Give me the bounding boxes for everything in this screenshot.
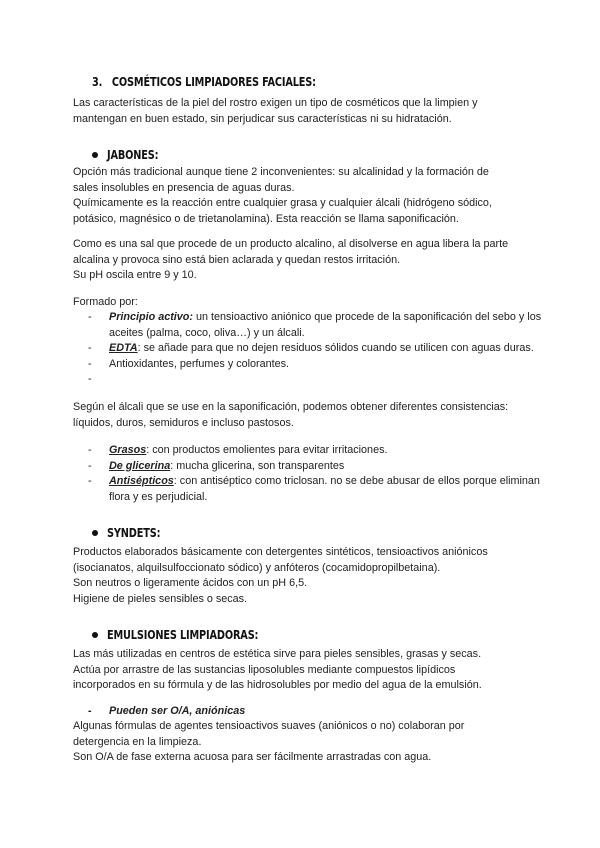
item-text: : se añade para que no dejen residuos sólidos cuando se utilicen con aguas duras. <box>137 342 534 354</box>
subheading-text: Pueden ser O/A, aniónicas <box>109 705 246 717</box>
dash-icon: - <box>88 357 92 370</box>
formado-label <box>73 295 543 311</box>
jabones-heading: JABONES: <box>107 147 159 162</box>
item-text: : con productos emolientes para evitar irritaciones. <box>146 444 388 456</box>
text-line: líquidos, duros, semiduros e incluso pastosos. <box>73 416 294 429</box>
text-line: mantengan en buen estado, sin perjudicar sus características ni su hidratación. <box>73 112 452 125</box>
syndets-paragraph <box>73 545 543 607</box>
item-text: : con antiséptico como triclosan. no se debe abusar de ellos porque eliminan flora y es perjudicial. <box>109 475 540 503</box>
text-line: incorporados en su fórmula y de las hidrosolubles por medio del agua de la emulsión. <box>73 679 482 691</box>
text-line: Opción más tradicional aunque tiene 2 inconvenientes: su alcalinidad y la formación de <box>73 166 489 178</box>
text-line: Algunas fórmulas de agentes tensioactivos suaves (aniónicos o no) colaboran por <box>73 720 465 732</box>
bullet-icon <box>92 152 98 158</box>
term: Antisépticos <box>109 475 174 487</box>
text-line: detergencia en la limpieza. <box>73 735 202 748</box>
list-item <box>88 443 543 459</box>
consistencias-paragraph <box>73 400 543 431</box>
jabones-paragraph-2 <box>73 237 543 284</box>
section-heading <box>92 74 316 90</box>
dash-icon: - <box>88 475 92 487</box>
syndets-heading: SYNDETS: <box>107 525 161 540</box>
item-text: Antioxidantes, perfumes y colorantes. <box>109 357 290 370</box>
term: EDTA <box>109 342 138 354</box>
list-item <box>88 357 543 373</box>
emulsiones-heading: EMULSIONES LIMPIADORAS: <box>107 627 259 642</box>
list-item <box>88 459 543 475</box>
text-line: Productos elaborados básicamente con detergentes sintéticos, tensioactivos aniónicos <box>73 546 488 558</box>
dash-icon: - <box>88 459 92 472</box>
list-item <box>88 310 543 341</box>
term: Principio activo: <box>109 311 193 323</box>
text-line: Como es una sal que procede de un producto alcalino, al disolverse en agua libera la parte <box>73 238 509 250</box>
text-line: Actúa por arrastre de las sustancias liposolubles mediante compuestos lipídicos <box>73 663 456 676</box>
text-line: potásico, magnésico o de trietanolamina). Esta reacción se llama saponificación. <box>73 212 459 225</box>
dash-icon: - <box>88 373 92 385</box>
formado-list <box>88 310 543 385</box>
section-number: 3. <box>92 74 103 89</box>
bullet-icon <box>92 632 98 638</box>
text-line: Higiene de pieles sensibles o secas. <box>73 592 248 605</box>
jabones-paragraph <box>73 165 543 227</box>
emulsiones-paragraph <box>73 647 543 694</box>
text-line: sales insolubles en presencia de aguas duras. <box>73 181 295 194</box>
list-item <box>88 474 543 505</box>
intro-paragraph <box>73 96 543 127</box>
text-line: Son neutros o ligeramente ácidos con un pH 6,5. <box>73 577 308 589</box>
text-line: Según el álcali que se use en la saponificación, podemos obtener diferentes consistencias: <box>73 401 509 413</box>
section-title: COSMÉTICOS LIMPIADORES FACIALES: <box>111 74 316 89</box>
emulsiones-sub-paragraph <box>73 719 543 766</box>
bullet-icon <box>92 530 98 536</box>
text-line: (isocianatos, alquilsulfoccionato sódico) y anfóteros (cocamidopropilbetaina). <box>73 561 441 574</box>
dash-icon: - <box>88 342 92 354</box>
text-line: Su pH oscila entre 9 y 10. <box>73 269 197 281</box>
text-line: Las características de la piel del rostro exigen un tipo de cosméticos que la limpien y <box>73 97 478 109</box>
text-line: Químicamente es la reacción entre cualquier grasa y cualquier álcali (hidrógeno sódico, <box>73 197 492 209</box>
dash-icon: - <box>88 705 92 717</box>
item-text: : mucha glicerina, son transparentes <box>170 459 345 472</box>
tipos-list <box>88 443 543 505</box>
dash-icon: - <box>88 311 92 323</box>
text-line: Formado por: <box>73 296 138 308</box>
text-line: alcalina y provoca sino está bien aclarada y quedan restos irritación. <box>73 253 401 266</box>
emulsiones-subheading <box>88 704 245 720</box>
dash-icon: - <box>88 444 92 456</box>
text-line: Las más utilizadas en centros de estética sirve para pieles sensibles, grasas y secas. <box>73 648 482 660</box>
item-text: un tensioactivo aniónico que procede de la saponificación del sebo y los aceites (palma, coco, oliva…) y un álcali. <box>109 311 542 339</box>
term: De glicerina <box>109 459 171 472</box>
term: Grasos <box>109 444 147 456</box>
text-line: Son O/A de fase externa acuosa para ser fácilmente arrastradas con agua. <box>73 751 432 763</box>
list-item <box>88 341 543 357</box>
